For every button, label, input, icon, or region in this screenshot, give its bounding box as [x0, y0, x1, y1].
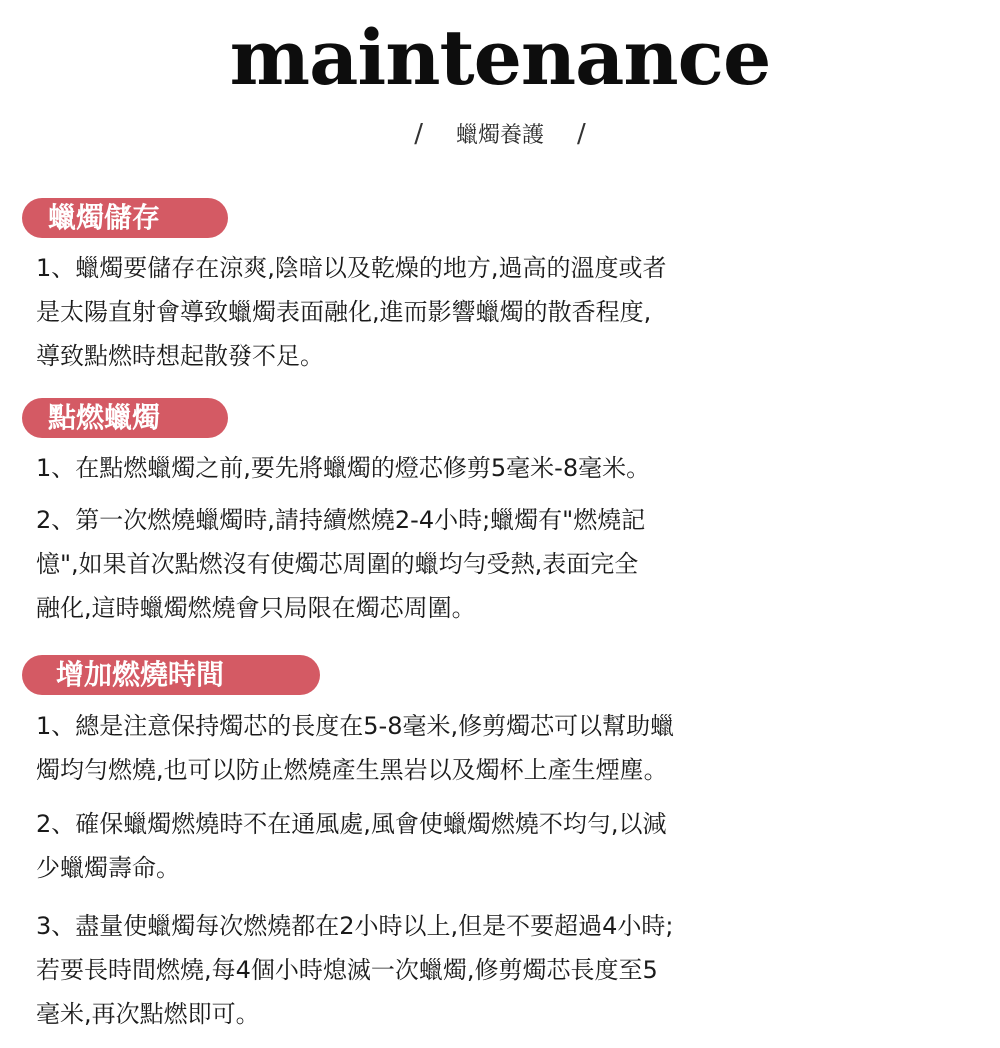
paragraph-line: 1、總是注意保持燭芯的長度在5-8毫米,修剪燭芯可以幫助蠟: [36, 712, 675, 740]
section-heading-burn-time: 增加燃燒時間: [22, 655, 320, 695]
paragraph-line: 2、第一次燃燒蠟燭時,請持續燃燒2-4小時;蠟燭有"燃燒記: [36, 506, 646, 534]
section-heading-storage: 蠟燭儲存: [22, 198, 228, 238]
paragraph-line: 2、確保蠟燭燃燒時不在通風處,風會使蠟燭燃燒不均勻,以減: [36, 810, 667, 838]
paragraph: [36, 904, 674, 1036]
paragraph-line: 少蠟燭壽命。: [36, 854, 180, 882]
paragraph-line: 毫米,再次點燃即可。: [36, 1000, 260, 1028]
paragraph-line: 若要長時間燃燒,每4個小時熄滅一次蠟燭,修剪燭芯長度至5: [36, 956, 658, 984]
paragraph-line: 融化,這時蠟燭燃燒會只局限在燭芯周圍。: [36, 594, 476, 622]
paragraph-line: 是太陽直射會導致蠟燭表面融化,進而影響蠟燭的散香程度,: [36, 298, 652, 326]
paragraph-line: 燭均勻燃燒,也可以防止燃燒產生黑岩以及燭杯上產生煙塵。: [36, 756, 668, 784]
paragraph: [36, 246, 667, 378]
page-subtitle: [0, 116, 1000, 154]
slash-left: /: [414, 119, 423, 149]
paragraph-line: 1、在點燃蠟燭之前,要先將蠟燭的燈芯修剪5毫米-8毫米。: [36, 454, 651, 482]
subtitle-text: 蠟燭養護: [455, 123, 544, 148]
slash-right: /: [577, 119, 586, 149]
paragraph: [36, 704, 674, 792]
paragraph-line: 1、蠟燭要儲存在涼爽,陰暗以及乾燥的地方,過高的溫度或者: [36, 254, 667, 282]
page-title: maintenance: [229, 13, 771, 102]
paragraph-line: 憶",如果首次點燃沒有使燭芯周圍的蠟均勻受熱,表面完全: [36, 550, 639, 578]
paragraph: [36, 446, 650, 490]
paragraph-line: 3、盡量使蠟燭每次燃燒都在2小時以上,但是不要超過4小時;: [36, 912, 674, 940]
paragraph-line: 導致點燃時想起散發不足。: [36, 342, 324, 370]
paragraph: [36, 498, 645, 630]
paragraph: [36, 802, 667, 890]
section-heading-lighting: 點燃蠟燭: [22, 398, 228, 438]
